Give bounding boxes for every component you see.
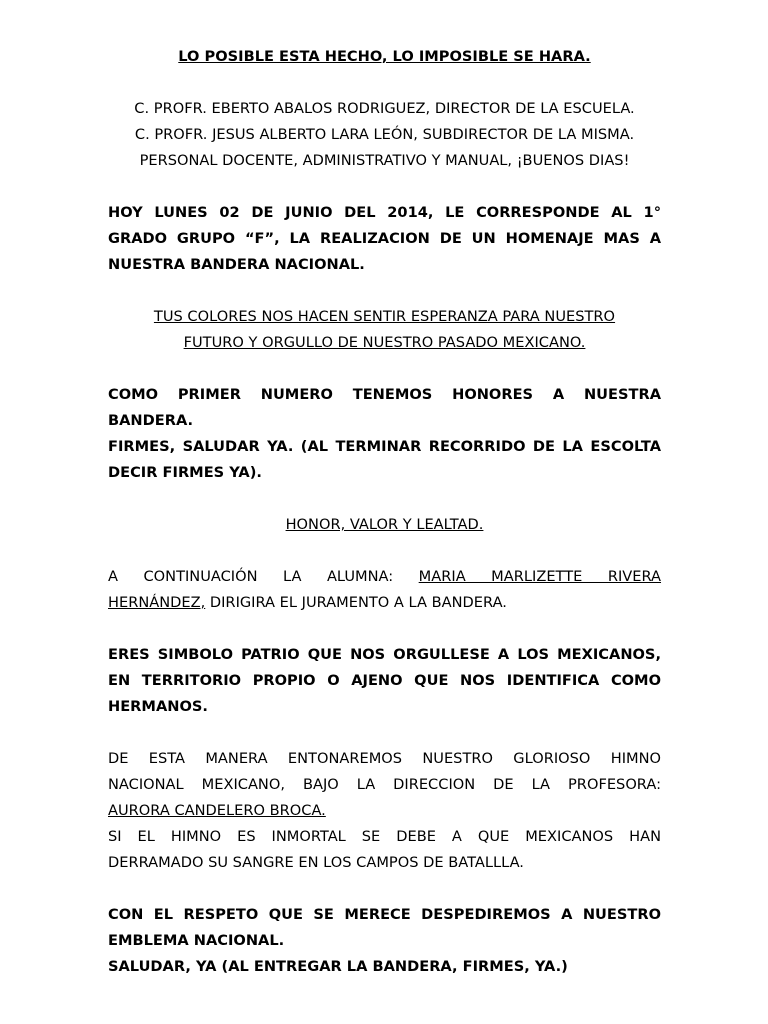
intro-paragraph <box>108 200 661 278</box>
intro-line: NUESTRA BANDERA NACIONAL. <box>108 256 365 273</box>
anthem-line: NACIONAL MEXICANO, BAJO LA DIRECCION DE LA PROFESORA: <box>108 776 661 793</box>
teacher-name: AURORA CANDELERO BROCA. <box>108 802 326 819</box>
document-page <box>108 44 661 980</box>
intro-line: HOY LUNES 02 DE JUNIO DEL 2014, LE CORRESPONDE AL 1° <box>108 204 661 221</box>
honors-paragraph <box>108 382 661 486</box>
spacer <box>108 486 661 512</box>
spacer <box>108 720 661 746</box>
oath-line <box>108 590 661 616</box>
farewell-line: SALUDAR, YA (AL ENTREGAR LA BANDERA, FIRMES, YA.) <box>108 958 568 975</box>
greeting-line: C. PROFR. JESUS ALBERTO LARA LEÓN, SUBDIRECTOR DE LA MISMA. <box>134 126 635 143</box>
anthem-line <box>108 798 661 824</box>
spacer <box>108 538 661 564</box>
honors-line: DECIR FIRMES YA). <box>108 464 262 481</box>
oath-prefix: A CONTINUACIÓN LA ALUMNA: <box>108 568 419 585</box>
anthem-line: SI EL HIMNO ES INMORTAL SE DEBE A QUE MEXICANOS HAN <box>108 828 661 845</box>
anthem-line: DE ESTA MANERA ENTONAREMOS NUESTRO GLORIOSO HIMNO <box>108 750 661 767</box>
honors-line: BANDERA. <box>108 412 194 429</box>
oath-suffix: DIRIGIRA EL JURAMENTO A LA BANDERA. <box>205 594 507 611</box>
farewell-line: EMBLEMA NACIONAL. <box>108 932 285 949</box>
anthem-line: DERRAMADO SU SANGRE EN LOS CAMPOS DE BATALLLA. <box>108 854 524 871</box>
symbol-line: EN TERRITORIO PROPIO O AJENO QUE NOS IDENTIFICA COMO <box>108 672 661 689</box>
spacer <box>108 356 661 382</box>
anthem-paragraph <box>108 746 661 876</box>
greeting-line: PERSONAL DOCENTE, ADMINISTRATIVO Y MANUAL, ¡BUENOS DIAS! <box>139 152 630 169</box>
symbol-line: HERMANOS. <box>108 698 208 715</box>
document-title: LO POSIBLE ESTA HECHO, LO IMPOSIBLE SE HARA. <box>178 48 591 65</box>
quote-line: FUTURO Y ORGULLO DE NUESTRO PASADO MEXICANO. <box>183 334 586 351</box>
farewell-paragraph <box>108 902 661 980</box>
quote-line: TUS COLORES NOS HACEN SENTIR ESPERANZA PARA NUESTRO <box>153 308 616 325</box>
symbol-line: ERES SIMBOLO PATRIO QUE NOS ORGULLESE A LOS MEXICANOS, <box>108 646 661 663</box>
honors-line: FIRMES, SALUDAR YA. (AL TERMINAR RECORRIDO DE LA ESCOLTA <box>108 438 661 455</box>
motto: HONOR, VALOR Y LEALTAD. <box>285 516 484 533</box>
student-surname: HERNÁNDEZ, <box>108 594 206 611</box>
student-name: MARIA MARLIZETTE RIVERA <box>418 568 662 585</box>
symbol-paragraph <box>108 642 661 720</box>
oath-paragraph <box>108 564 661 616</box>
farewell-line: CON EL RESPETO QUE SE MERECE DESPEDIREMOS A NUESTRO <box>108 906 661 923</box>
quote-colors <box>108 304 661 356</box>
greeting-line: C. PROFR. EBERTO ABALOS RODRIGUEZ, DIRECTOR DE LA ESCUELA. <box>134 100 635 117</box>
spacer <box>108 70 661 96</box>
spacer <box>108 616 661 642</box>
greeting-block <box>108 96 661 174</box>
spacer <box>108 278 661 304</box>
intro-line: GRADO GRUPO “F”, LA REALIZACION DE UN HOMENAJE MAS A <box>108 230 661 247</box>
oath-line <box>108 564 661 590</box>
spacer <box>108 876 661 902</box>
spacer <box>108 174 661 200</box>
honors-line: COMO PRIMER NUMERO TENEMOS HONORES A NUESTRA <box>108 386 661 403</box>
